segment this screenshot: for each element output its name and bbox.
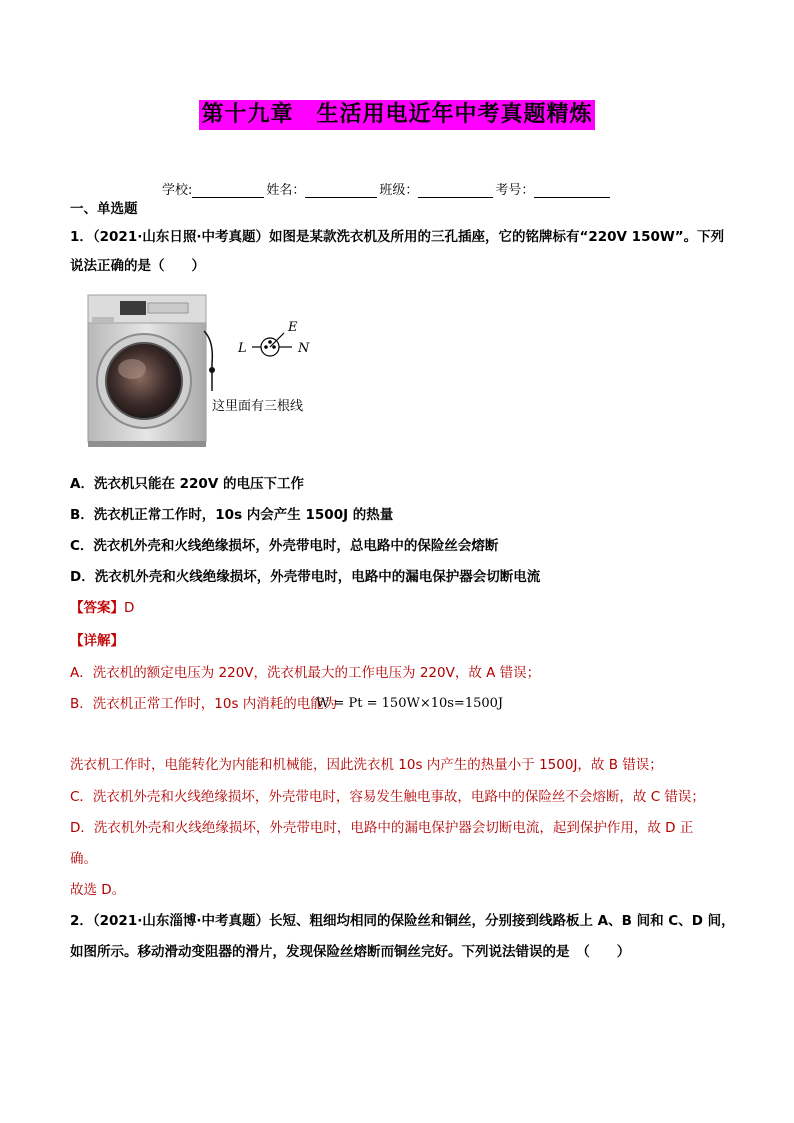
socket-label-l: L — [238, 341, 247, 356]
page-title: 第十九章 生活用电近年中考真题精炼 — [199, 100, 594, 130]
section-heading: 一、单选题 — [70, 201, 138, 217]
student-info-line — [162, 179, 610, 198]
figure-caption: 这里面有三根线 — [212, 399, 304, 414]
socket-label-n: N — [298, 341, 310, 356]
detail-c: C．洗衣机外壳和火线绝缘损坏，外壳带电时，容易发生触电事故，电路中的保险丝不会熔断，故 C 错误； — [70, 789, 705, 805]
q2-stem-line1: 2．（2021·山东淄博·中考真题）长短、粗细均相同的保险丝和铜丝，分别接到线路板上 A、B 间和 C、D 间， — [70, 913, 735, 929]
socket-label-e: E — [288, 320, 298, 335]
detail-b2: 洗衣机工作时，电能转化为内能和机械能，因此洗衣机 10s 内产生的热量小于 1500J，故 B 错误； — [70, 757, 663, 773]
q2-stem-line2: 如图所示。移动滑动变阻器的滑片，发现保险丝熔断而铜丝完好。下列说法错误的是 （ ） — [70, 944, 631, 960]
class-label: 班级： — [379, 183, 419, 198]
exam-no-blank — [534, 183, 610, 198]
school-blank — [192, 183, 264, 198]
q1-stem-line2: 说法正确的是（ ） — [70, 258, 205, 274]
q1-option-c: C．洗衣机外壳和火线绝缘损坏，外壳带电时，总电路中的保险丝会熔断 — [70, 538, 499, 554]
answer-label: 【答案】 — [70, 600, 124, 616]
school-label: 学校: — [162, 183, 193, 198]
title-wrap — [0, 100, 794, 130]
detail-d2: 确。 — [70, 851, 97, 867]
q1-option-d: D．洗衣机外壳和火线绝缘损坏，外壳带电时，电路中的漏电保护器会切断电流 — [70, 569, 541, 585]
q1-option-a: A．洗衣机只能在 220V 的电压下工作 — [70, 476, 304, 492]
answer-value: D — [124, 600, 135, 616]
q1-option-b: B．洗衣机正常工作时，10s 内会产生 1500J 的热量 — [70, 507, 394, 523]
class-blank — [418, 183, 493, 198]
name-blank — [305, 183, 377, 198]
detail-formula: W = Pt = 150W×10s=1500J — [316, 696, 504, 711]
washing-machine-figure — [86, 291, 386, 451]
detail-conclusion: 故选 D。 — [70, 882, 126, 898]
q1-answer — [70, 599, 134, 617]
q1-stem-line1: 1．（2021·山东日照·中考真题）如图是某款洗衣机及所用的三孔插座，它的铭牌标有“220V 150W”。下列 — [70, 229, 725, 245]
detail-label: 【详解】 — [70, 633, 124, 649]
detail-a: A．洗衣机的额定电压为 220V，洗衣机最大的工作电压为 220V，故 A 错误； — [70, 665, 541, 681]
name-label: 姓名： — [266, 183, 306, 198]
detail-d1: D．洗衣机外壳和火线绝缘损坏，外壳带电时，电路中的漏电保护器会切断电流，起到保护作用，故 D 正 — [70, 820, 694, 836]
exam-no-label: 考号： — [495, 183, 535, 198]
detail-b: B．洗衣机正常工作时，10s 内消耗的电能为 — [70, 696, 338, 712]
